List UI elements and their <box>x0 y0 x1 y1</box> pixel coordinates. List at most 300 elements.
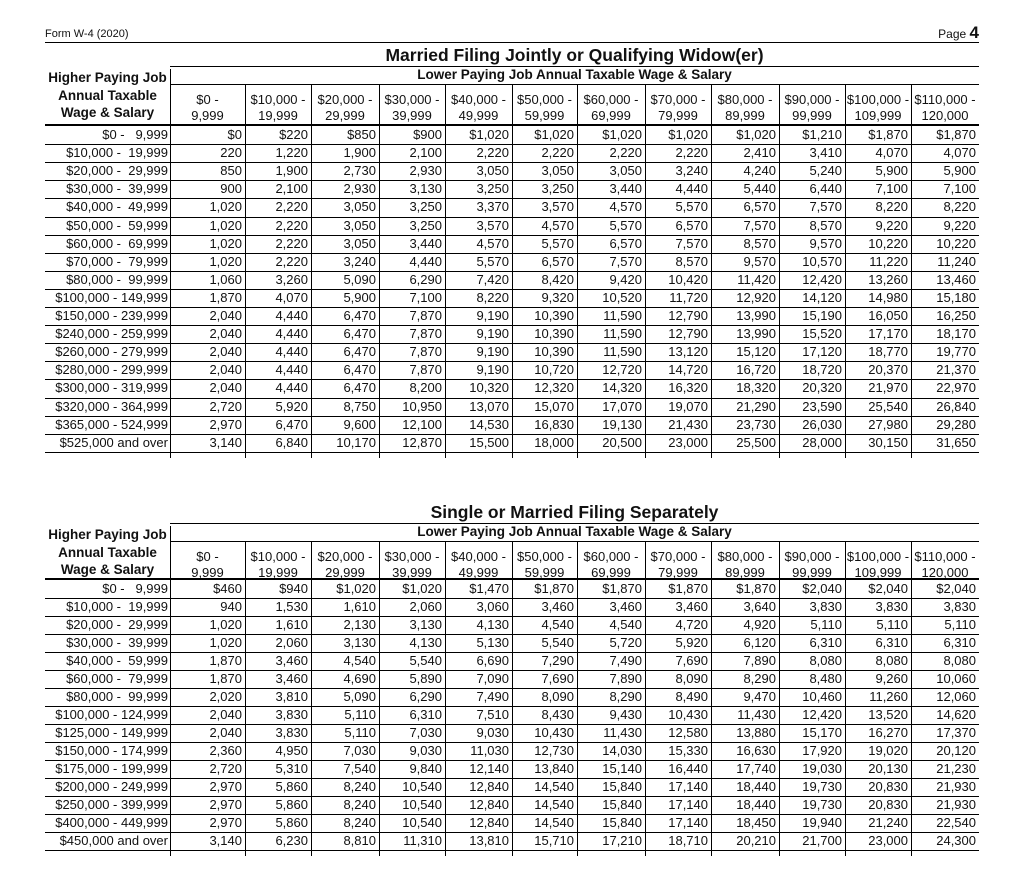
table-cell: 8,090 <box>541 689 574 704</box>
table-cell: 9,190 <box>476 308 509 323</box>
table-cell: 2,130 <box>343 617 376 632</box>
table-cell: 20,830 <box>868 797 908 812</box>
table-cell: 11,720 <box>669 289 708 305</box>
table-cell: 1,020 <box>209 199 242 215</box>
table-cell: 10,540 <box>402 779 442 794</box>
table-cell: 7,570 <box>675 235 708 251</box>
table-cell: $1,020 <box>534 127 574 142</box>
table-cell: 5,860 <box>275 779 308 794</box>
table-cell: 3,830 <box>275 707 308 722</box>
row-label: $30,000 - 39,999 <box>66 181 168 197</box>
table-cell: 10,220 <box>936 235 976 251</box>
table-cell: 5,570 <box>541 235 574 251</box>
table-cell: 5,900 <box>875 163 908 179</box>
table-cell: 4,440 <box>409 253 442 269</box>
table-cell: 4,440 <box>275 380 308 396</box>
row-header-label <box>45 69 170 122</box>
table-cell: 21,230 <box>936 761 976 776</box>
table-cell: 9,030 <box>476 725 509 740</box>
table-cell: 12,320 <box>534 380 574 396</box>
table-cell: 6,470 <box>275 416 308 432</box>
section-subtitle: Lower Paying Job Annual Taxable Wage & Salary <box>417 524 732 539</box>
table-cell: 8,240 <box>343 779 376 794</box>
table-cell: $1,020 <box>668 127 708 142</box>
table-cell: 16,440 <box>668 761 708 776</box>
table-cell: 17,210 <box>602 833 642 848</box>
table-cell: 10,720 <box>534 362 574 378</box>
table-cell: 20,830 <box>868 779 908 794</box>
table-cell: 14,540 <box>534 815 574 830</box>
table-cell: 3,050 <box>343 235 376 251</box>
column-header: $90,000 - 99,999 <box>784 92 840 123</box>
section-title: Single or Married Filing Separately <box>430 502 719 522</box>
row-label: $100,000 - 149,999 <box>55 289 168 305</box>
table-cell: 6,440 <box>809 181 842 197</box>
table-cell: 16,250 <box>936 308 976 323</box>
row-label: $20,000 - 29,999 <box>66 163 168 179</box>
column-header: $10,000 - 19,999 <box>250 92 306 123</box>
table-cell: 1,610 <box>343 599 376 614</box>
table-cell: 12,790 <box>668 326 708 342</box>
table-cell: $1,870 <box>736 581 776 596</box>
row-label: $30,000 - 39,999 <box>66 635 168 650</box>
table-cell: 13,460 <box>936 271 976 287</box>
table-cell: 7,690 <box>541 671 574 686</box>
row-label: $50,000 - 59,999 <box>66 217 168 233</box>
table-cell: 2,360 <box>209 743 242 758</box>
table-cell: 2,730 <box>343 163 376 179</box>
table-cell: 12,720 <box>602 362 642 378</box>
table-cell: 16,050 <box>868 308 908 323</box>
table-cell: 25,500 <box>736 434 776 450</box>
table-cell: 2,220 <box>675 145 708 161</box>
table-cell: 10,060 <box>936 671 976 686</box>
table-cell: 5,920 <box>275 398 308 414</box>
table-cell: $1,870 <box>668 581 708 596</box>
table-cell: 5,440 <box>743 181 776 197</box>
table-cell: 9,320 <box>541 289 574 305</box>
table-cell: 7,490 <box>609 653 642 668</box>
row-rule <box>45 850 979 851</box>
table-cell: 18,710 <box>668 833 708 848</box>
table-cell: $940 <box>279 581 308 596</box>
table-cell: 3,130 <box>409 181 442 197</box>
table-cell: 2,220 <box>476 145 509 161</box>
table-cell: $0 <box>227 127 242 142</box>
table-cell: 8,430 <box>541 707 574 722</box>
table-cell: 9,220 <box>875 217 908 233</box>
table-cell: 10,540 <box>402 797 442 812</box>
table-cell: 2,060 <box>409 599 442 614</box>
table-cell: 15,070 <box>534 398 574 414</box>
table-cell: 8,570 <box>809 217 842 233</box>
table-cell: 15,520 <box>802 326 842 342</box>
table-cell: 17,140 <box>668 815 708 830</box>
table-cell: 21,970 <box>868 380 908 396</box>
table-cell: 12,060 <box>936 689 976 704</box>
table-cell: 3,250 <box>476 181 509 197</box>
table-cell: 6,470 <box>343 362 376 378</box>
table-cell: 20,120 <box>936 743 976 758</box>
page-number: 4 <box>969 23 979 42</box>
row-label: $70,000 - 79,999 <box>66 253 168 269</box>
page-header <box>45 23 979 42</box>
table-cell: 12,420 <box>802 271 842 287</box>
table-cell: 6,310 <box>875 635 908 650</box>
table-cell: 9,470 <box>743 689 776 704</box>
section-subtitle: Lower Paying Job Annual Taxable Wage & Salary <box>417 67 732 82</box>
table-cell: 15,120 <box>736 344 776 360</box>
table-cell: 850 <box>220 163 242 179</box>
column-header: $50,000 - 59,999 <box>517 92 572 123</box>
table-cell: 9,600 <box>343 416 376 432</box>
table-cell: 4,540 <box>609 617 642 632</box>
column-header: $90,000 - 99,999 <box>784 549 840 580</box>
table-cell: 4,440 <box>275 362 308 378</box>
table-cell: $1,870 <box>936 127 976 142</box>
table-cell: 6,290 <box>409 271 442 287</box>
table-cell: 11,030 <box>470 743 509 758</box>
table-cell: 8,220 <box>476 289 509 305</box>
table-cell: 5,090 <box>343 689 376 704</box>
table-cell: 3,570 <box>476 217 509 233</box>
table-cell: 12,920 <box>736 289 776 305</box>
subtitle-rule <box>170 541 979 542</box>
table-cell: 6,120 <box>743 635 776 650</box>
table-cell: 2,040 <box>209 308 242 323</box>
column-header: $100,000 - 109,999 <box>846 549 910 580</box>
table-cell: 220 <box>220 145 242 161</box>
table-cell: 5,890 <box>409 671 442 686</box>
row-label: $240,000 - 259,999 <box>55 326 168 342</box>
table-cell: 10,950 <box>402 398 442 414</box>
row-label: $60,000 - 69,999 <box>66 235 168 251</box>
table-cell: 6,470 <box>343 308 376 323</box>
row-label: $150,000 - 239,999 <box>55 308 168 323</box>
table-cell: 3,130 <box>343 635 376 650</box>
table-cell: 5,900 <box>943 163 976 179</box>
table-cell: 17,120 <box>802 344 842 360</box>
table-cell: 9,190 <box>476 326 509 342</box>
table-cell: 3,240 <box>343 253 376 269</box>
table-cell: 12,100 <box>402 416 442 432</box>
table-cell: 31,650 <box>936 434 976 450</box>
table-cell: 18,000 <box>534 434 574 450</box>
table-cell: 20,320 <box>802 380 842 396</box>
table-cell: 13,990 <box>736 308 776 323</box>
table-cell: 7,030 <box>409 725 442 740</box>
table-cell: 20,370 <box>868 362 908 378</box>
table-cell: 3,250 <box>409 217 442 233</box>
table-cell: $2,040 <box>936 581 976 596</box>
table-cell: 18,320 <box>736 380 776 396</box>
table-cell: 11,240 <box>937 253 976 269</box>
table-cell: 3,460 <box>541 599 574 614</box>
table-cell: 4,070 <box>275 289 308 305</box>
table-cell: 19,070 <box>668 398 708 414</box>
table-cell: 11,590 <box>603 344 642 360</box>
table-cell: 21,930 <box>936 779 976 794</box>
table-cell: 8,290 <box>743 671 776 686</box>
table-cell: 9,220 <box>943 217 976 233</box>
table-cell: 16,630 <box>736 743 776 758</box>
subtitle-rule <box>170 84 979 85</box>
table-cell: 1,530 <box>275 599 308 614</box>
table-cell: 11,420 <box>737 271 776 287</box>
column-header: $60,000 - 69,999 <box>583 549 639 580</box>
table-cell: 6,470 <box>343 344 376 360</box>
table-cell: 3,830 <box>809 599 842 614</box>
table-cell: 7,100 <box>943 181 976 197</box>
table-cell: 9,570 <box>809 235 842 251</box>
table-cell: $900 <box>413 127 442 142</box>
table-cell: 8,490 <box>675 689 708 704</box>
table-cell: 10,320 <box>469 380 509 396</box>
table-cell: 10,420 <box>668 271 708 287</box>
row-label: $60,000 - 79,999 <box>66 671 168 686</box>
table-single-or-married-filing-separately <box>45 501 979 858</box>
row-label: $80,000 - 99,999 <box>66 689 168 704</box>
table-cell: 18,440 <box>736 797 776 812</box>
table-cell: 4,540 <box>343 653 376 668</box>
table-cell: 25,540 <box>868 398 908 414</box>
table-cell: 3,440 <box>409 235 442 251</box>
table-cell: 7,540 <box>343 761 376 776</box>
table-cell: 14,320 <box>602 380 642 396</box>
table-cell: 1,900 <box>275 163 308 179</box>
row-label: $250,000 - 399,999 <box>55 797 168 812</box>
table-cell: 7,890 <box>609 671 642 686</box>
table-cell: 13,990 <box>736 326 776 342</box>
table-cell: 18,720 <box>802 362 842 378</box>
table-cell: 1,060 <box>209 271 242 287</box>
table-cell: $850 <box>347 127 376 142</box>
table-cell: 15,840 <box>602 797 642 812</box>
row-label: $400,000 - 449,999 <box>55 815 168 830</box>
table-cell: $1,020 <box>602 127 642 142</box>
table-cell: 3,140 <box>209 434 242 450</box>
table-cell: 5,110 <box>344 707 376 722</box>
row-label: $525,000 and over <box>59 434 168 450</box>
table-cell: 8,090 <box>675 671 708 686</box>
column-header: $0 - 9,999 <box>191 549 224 580</box>
table-cell: 7,870 <box>409 308 442 323</box>
table-cell: 9,030 <box>409 743 442 758</box>
table-cell: 3,050 <box>476 163 509 179</box>
table-cell: 23,000 <box>868 833 908 848</box>
table-cell: 7,030 <box>343 743 376 758</box>
table-cell: 3,460 <box>275 653 308 668</box>
table-cell: 8,240 <box>343 797 376 812</box>
table-cell: 12,790 <box>668 308 708 323</box>
table-cell: 3,050 <box>609 163 642 179</box>
table-cell: $1,870 <box>868 127 908 142</box>
table-cell: 13,260 <box>868 271 908 287</box>
row-header-line: Annual Taxable <box>58 87 157 103</box>
table-cell: 8,290 <box>609 689 642 704</box>
row-header-label <box>45 526 170 579</box>
header-rule <box>45 42 979 43</box>
table-cell: 5,110 <box>810 617 842 632</box>
table-cell: 3,050 <box>343 217 376 233</box>
row-label: $280,000 - 299,999 <box>55 362 168 378</box>
table-cell: 12,870 <box>402 434 442 450</box>
table-cell: 4,070 <box>875 145 908 161</box>
table-cell: 12,420 <box>802 707 842 722</box>
table-cell: 2,220 <box>541 145 574 161</box>
table-cell: 2,220 <box>275 217 308 233</box>
table-cell: 2,970 <box>209 416 242 432</box>
table-cell: 2,720 <box>209 761 242 776</box>
table-cell: 2,220 <box>275 253 308 269</box>
table-cell: 4,440 <box>675 181 708 197</box>
table-cell: 19,030 <box>802 761 842 776</box>
table-cell: 3,810 <box>275 689 308 704</box>
row-label: $200,000 - 249,999 <box>55 779 168 794</box>
row-header-line: Higher Paying Job <box>48 527 167 542</box>
table-cell: 11,260 <box>869 689 908 704</box>
table-cell: 6,310 <box>809 635 842 650</box>
table-cell: 17,740 <box>736 761 776 776</box>
table-cell: 26,030 <box>802 416 842 432</box>
column-header: $30,000 - 39,999 <box>384 92 440 123</box>
row-label: $40,000 - 59,999 <box>66 653 168 668</box>
table-cell: 2,040 <box>209 362 242 378</box>
table-cell: 3,640 <box>743 599 776 614</box>
table-cell: 11,590 <box>603 326 642 342</box>
table-cell: 8,200 <box>409 380 442 396</box>
table-cell: 5,570 <box>675 199 708 215</box>
column-header: $40,000 - 49,999 <box>451 549 506 580</box>
table-cell: 2,930 <box>343 181 376 197</box>
table-cell: 2,100 <box>409 145 442 161</box>
table-cell: 6,470 <box>343 380 376 396</box>
table-cell: 8,810 <box>343 833 376 848</box>
table-cell: 16,720 <box>736 362 776 378</box>
table-cell: $1,020 <box>469 127 509 142</box>
table-cell: 2,970 <box>209 779 242 794</box>
table-cell: 8,570 <box>743 235 776 251</box>
table-cell: 8,570 <box>675 253 708 269</box>
table-cell: 15,190 <box>802 308 842 323</box>
table-cell: 21,370 <box>936 362 976 378</box>
table-cell: 9,190 <box>476 362 509 378</box>
table-cell: 22,540 <box>936 815 976 830</box>
table-cell: 5,110 <box>876 617 908 632</box>
table-cell: 19,130 <box>602 416 642 432</box>
table-cell: 15,330 <box>668 743 708 758</box>
table-cell: 5,130 <box>476 635 509 650</box>
table-cell: 1,870 <box>209 653 242 668</box>
table-cell: 7,690 <box>675 653 708 668</box>
table-cell: 26,840 <box>936 398 976 414</box>
table-cell: 4,570 <box>609 199 642 215</box>
row-label: $450,000 and over <box>59 833 168 848</box>
table-cell: $1,020 <box>402 581 442 596</box>
row-header-line: Wage & Salary <box>60 105 155 120</box>
page-label: Page <box>938 27 967 41</box>
table-cell: 5,900 <box>343 289 376 305</box>
table-cell: 7,570 <box>609 253 642 269</box>
table-cell: 2,040 <box>209 344 242 360</box>
column-header: $80,000 - 89,999 <box>717 92 773 123</box>
table-cell: 4,690 <box>343 671 376 686</box>
table-cell: 8,220 <box>875 199 908 215</box>
table-cell: 2,040 <box>209 380 242 396</box>
table-cell: 18,450 <box>736 815 776 830</box>
column-header: $20,000 - 29,999 <box>317 92 373 123</box>
table-cell: 2,410 <box>743 145 776 161</box>
table-cell: 2,040 <box>209 725 242 740</box>
table-cell: 4,570 <box>476 235 509 251</box>
table-cell: 6,570 <box>541 253 574 269</box>
table-cell: 10,390 <box>534 308 574 323</box>
table-cell: 11,430 <box>737 707 776 722</box>
table-cell: 1,020 <box>209 617 242 632</box>
table-cell: 7,870 <box>409 362 442 378</box>
table-cell: 8,750 <box>343 398 376 414</box>
table-cell: 15,180 <box>936 289 976 305</box>
table-cell: 6,290 <box>409 689 442 704</box>
table-cell: $460 <box>213 581 242 596</box>
table-cell: 5,540 <box>409 653 442 668</box>
table-cell: 5,240 <box>809 163 842 179</box>
table-cell: 10,460 <box>802 689 842 704</box>
table-cell: 8,080 <box>809 653 842 668</box>
row-label: $0 - 9,999 <box>102 127 168 142</box>
table-cell: 1,020 <box>209 253 242 269</box>
table-cell: 7,090 <box>476 671 509 686</box>
table-cell: 6,570 <box>743 199 776 215</box>
table-cell: 13,520 <box>868 707 908 722</box>
table-cell: 3,140 <box>209 833 242 848</box>
table-cell: 5,860 <box>275 815 308 830</box>
table-cell: 1,020 <box>209 235 242 251</box>
table-cell: 21,930 <box>936 797 976 812</box>
table-cell: $1,870 <box>602 581 642 596</box>
table-cell: 2,720 <box>209 398 242 414</box>
table-cell: 5,090 <box>343 271 376 287</box>
table-cell: 7,870 <box>409 326 442 342</box>
table-cell: 30,150 <box>868 434 908 450</box>
table-cell: 6,690 <box>476 653 509 668</box>
row-label: $100,000 - 124,999 <box>55 707 168 722</box>
column-header: $20,000 - 29,999 <box>317 549 373 580</box>
column-header: $40,000 - 49,999 <box>451 92 506 123</box>
table-cell: 6,470 <box>343 326 376 342</box>
table-cell: 3,460 <box>275 671 308 686</box>
table-cell: 7,100 <box>409 289 442 305</box>
table-cell: 13,120 <box>668 344 708 360</box>
table-cell: 5,110 <box>944 617 976 632</box>
table-cell: 10,540 <box>402 815 442 830</box>
table-cell: 5,110 <box>344 725 376 740</box>
table-cell: 4,240 <box>743 163 776 179</box>
table-cell: 6,570 <box>609 235 642 251</box>
table-cell: 3,830 <box>275 725 308 740</box>
table-cell: 8,220 <box>943 199 976 215</box>
table-cell: 21,290 <box>736 398 776 414</box>
table-cell: $2,040 <box>868 581 908 596</box>
table-cell: 14,030 <box>602 743 642 758</box>
table-cell: 8,420 <box>541 271 574 287</box>
column-header: $80,000 - 89,999 <box>717 549 773 580</box>
column-header: $100,000 - 109,999 <box>846 92 910 123</box>
table-cell: 7,490 <box>476 689 509 704</box>
column-header: $110,000 - 120,000 <box>914 549 976 580</box>
table-cell: 4,440 <box>275 326 308 342</box>
table-cell: $1,470 <box>469 581 509 596</box>
